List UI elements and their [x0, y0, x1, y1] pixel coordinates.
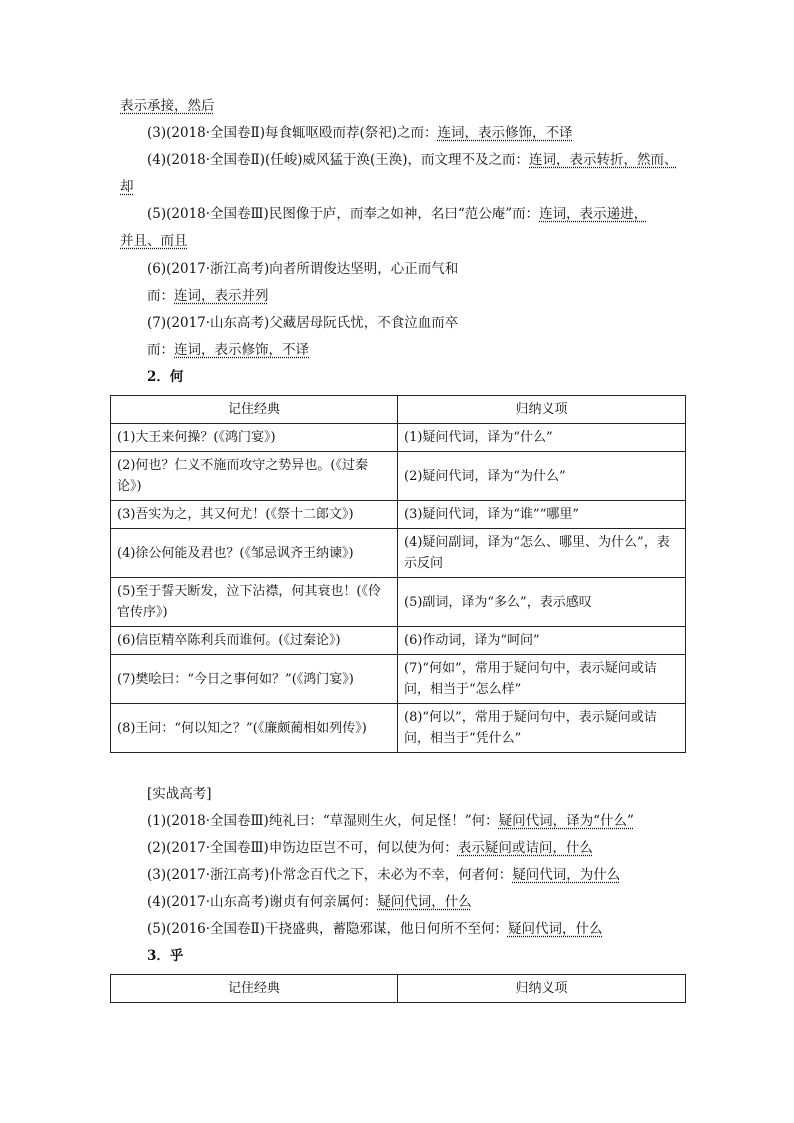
section-heading: 3．乎: [147, 948, 184, 964]
example-item: [147, 123, 573, 143]
table-cell: (7)樊哙曰：“今日之事何如？”(《鸿门宴》): [111, 655, 398, 704]
example-item: [147, 313, 458, 333]
table-cell: (3)吾实为之，其又何尤！(《祭十二郎文》): [111, 501, 398, 529]
table-header-row: [111, 396, 686, 424]
vocab-table: [110, 395, 686, 753]
text-line: [120, 231, 188, 251]
table-cell: (7)“何如”，常用于疑问句中，表示疑问或诘问，相当于“怎么样”: [398, 655, 686, 704]
example-label: (3)(2017·浙江高考)仆常念百代之下，未必为不幸，何者何：: [147, 867, 513, 883]
table-row: [111, 704, 686, 753]
text-line: [147, 286, 269, 306]
example-label: (5)(2018·全国卷Ⅲ)民图像于庐，而奉之如神，名曰“范公庵”而：: [147, 206, 540, 222]
practice-item: [147, 838, 593, 858]
table-cell: (6)信臣精卒陈利兵而谁何。(《过秦论》): [111, 627, 398, 655]
answer-prefix: 而：: [147, 342, 174, 358]
column-header-classic: 记住经典: [111, 975, 398, 1003]
example-label: (7)(2017·山东高考)父藏居母阮氏忧，不食泣血而卒: [147, 315, 459, 331]
table-cell: (5)至于誓天断发，泣下沾襟，何其衰也！(《伶官传序》): [111, 578, 398, 627]
example-label: (1)(2018·全国卷Ⅲ)纯礼曰：“草湿则生火，何足怪！”何：: [147, 813, 499, 829]
answer-text: 表示疑问或诘问，什么: [457, 840, 593, 856]
table-cell: (8)“何以”，常用于疑问句中，表示疑问或诘问，相当于“凭什么”: [398, 704, 686, 753]
answer-prefix: 而：: [147, 288, 174, 304]
vocab-table: [110, 974, 686, 1003]
answer-text: 连词，表示递进，: [539, 206, 648, 222]
answer-text: 表示承接，然后: [120, 98, 215, 114]
practice-item: [147, 865, 620, 885]
example-label: (4)(2017·山东高考)谢贞有何亲属何：: [147, 894, 378, 910]
table-cell: (2)疑问代词，译为“为什么”: [398, 452, 686, 501]
column-header-classic: 记住经典: [111, 396, 398, 424]
practice-item: [147, 919, 602, 939]
answer-text: 疑问代词，为什么: [512, 867, 621, 883]
text-line: [120, 96, 215, 116]
text-line: [120, 177, 134, 197]
table-row: [111, 578, 686, 627]
column-header-meaning: 归纳义项: [398, 975, 686, 1003]
column-header-meaning: 归纳义项: [398, 396, 686, 424]
section-heading: 2．何: [147, 369, 184, 385]
table-cell: (5)副词，译为“多么”，表示感叹: [398, 578, 686, 627]
table-cell: (1)大王来何操？(《鸿门宴》): [111, 424, 398, 452]
example-label: (5)(2016·全国卷Ⅱ)干挠盛典，蓄隐邪谋，他日何所不至何：: [147, 921, 508, 937]
practice-item: [147, 892, 472, 912]
table-cell: (4)徐公何能及君也？(《邹忌讽齐王纳谏》): [111, 529, 398, 578]
practice-item: [147, 811, 634, 831]
table-cell: (6)作动词，译为“呵问”: [398, 627, 686, 655]
answer-text: 并且、而且: [120, 233, 188, 249]
table-cell: (1)疑问代词，译为“什么”: [398, 424, 686, 452]
table-cell: (2)何也？仁义不施而攻守之势异也。(《过秦论》): [111, 452, 398, 501]
example-label: (2)(2017·全国卷Ⅲ)申饬边臣岂不可，何以使为何：: [147, 840, 458, 856]
answer-text: 连词，表示并列: [174, 288, 269, 304]
table-cell: (4)疑问副词，译为“怎么、哪里、为什么”，表示反问: [398, 529, 686, 578]
table-cell: (3)疑问代词，译为“谁”“哪里”: [398, 501, 686, 529]
table-row: [111, 655, 686, 704]
answer-text: 连词，表示转折，然而、: [529, 152, 678, 168]
table-row: [111, 627, 686, 655]
example-label: (3)(2018·全国卷Ⅱ)每食辄呕殴而荐(祭祀)之而：: [147, 125, 438, 141]
answer-text: 疑问代词，什么: [507, 921, 603, 937]
answer-text: 却: [120, 179, 134, 195]
answer-text: 连词，表示修饰，不译: [437, 125, 573, 141]
table-row: [111, 529, 686, 578]
answer-text: 疑问代词，什么: [377, 894, 472, 910]
table-row: [111, 501, 686, 529]
table-cell: (8)王问：“何以知之？”(《廉颇蔺相如列传》): [111, 704, 398, 753]
example-item: [147, 204, 647, 224]
table-row: [111, 424, 686, 452]
example-label: (4)(2018·全国卷Ⅱ)(任峻)威风猛于涣(王涣)，而文理不及之而：: [147, 152, 530, 168]
table-row: [111, 452, 686, 501]
example-item: [147, 259, 458, 279]
answer-text: 连词，表示修饰，不译: [174, 342, 309, 358]
example-label: (6)(2017·浙江高考)向者所谓俊达坚明，心正而气和: [147, 261, 459, 277]
answer-text: 疑问代词，译为“什么”: [498, 813, 634, 829]
table-header-row: [111, 975, 686, 1003]
example-item: [147, 150, 678, 170]
text-line: [147, 340, 309, 360]
practice-title: [实战高考]: [147, 786, 212, 802]
